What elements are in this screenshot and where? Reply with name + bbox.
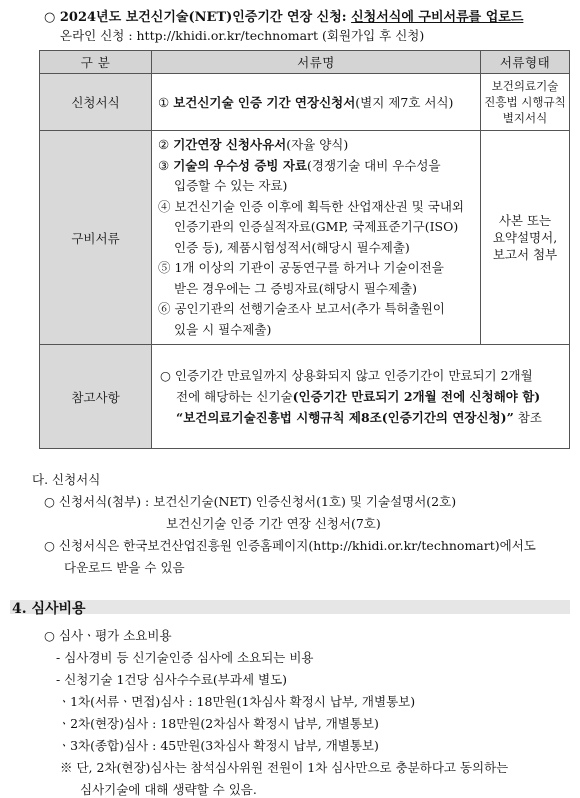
item-number: ②: [158, 137, 174, 152]
reference-line: [160, 407, 561, 428]
cost-line: ㆍ2차(현장)심사 : 18만원(2차심사 확정시 납부, 개별통보): [58, 716, 379, 731]
header-document-type: 서류형태: [481, 51, 570, 74]
list-item: 입증할 수 있는 자료): [174, 178, 288, 193]
document-cell: [152, 131, 481, 345]
category-cell: 구비서류: [40, 131, 152, 345]
header-document-name: 서류명: [152, 51, 481, 74]
item-rest: (별지 제7호 서식): [355, 95, 454, 110]
type-line: 요약설명서,: [492, 230, 558, 245]
cost-line: ㆍ3차(종합)심사 : 45만원(3차심사 확정시 납부, 개별통보): [58, 738, 379, 753]
section-title: 다. 신청서식: [32, 472, 101, 487]
item-number: ①: [158, 95, 174, 110]
table-row: [40, 345, 570, 449]
type-line: 별지서식: [502, 111, 548, 125]
announcement-prefix: ○ 2024년도 보건신기술(NET)인증기간 연장 신청:: [44, 10, 352, 25]
item-rest: (경쟁기술 대비 우수성을: [307, 157, 441, 173]
item-bold: 보건신기술 인증 기간 연장신청서: [173, 95, 356, 110]
item-number: ④: [158, 198, 175, 214]
form-bullet-line: 보건신기술 인증 기간 연장 신청서(7호): [166, 516, 381, 531]
announcement-underlined: 신청서식에 구비서류를 업로드: [351, 10, 524, 25]
cost-line: ㆍ1차(서류ㆍ면접)심사 : 18만원(1차심사 확정시 납부, 개별통보): [58, 694, 416, 709]
list-item: 인증기관의 인증실적자료(GMP, 국제표준기구(ISO): [174, 219, 459, 234]
table-row: [40, 74, 570, 131]
reference-text: 전에 해당하는 신기술: [176, 389, 293, 404]
reference-cell: [152, 345, 570, 449]
document-cell: [152, 74, 481, 131]
documents-table: [39, 50, 570, 449]
type-line: 보고서 첨부: [492, 247, 558, 262]
list-item: [158, 197, 474, 218]
cost-note-line: 심사기술에 대해 생략할 수 있음.: [80, 782, 257, 797]
reference-bold: (인증기간 만료되기 2개월 전에 신청해야 함): [292, 389, 541, 404]
item-rest: 1개 이상의 기관이 공동연구를 하거나 기술이전을: [174, 260, 444, 275]
category-cell: 신청서식: [40, 74, 152, 131]
cost-line: - 신청기술 1건당 심사수수료(부과세 별도): [56, 672, 288, 687]
category-cell: 참고사항: [40, 345, 152, 449]
cost-note-line: ※ 단, 2차(현장)심사는 참석심사위원 전원이 1차 심사만으로 충분하다고 동의하는: [60, 760, 509, 775]
list-item: [158, 135, 474, 156]
reference-line: [160, 386, 561, 407]
item-rest: 보건신기술 인증 이후에 획득한 산업재산권 및 국내외: [174, 198, 464, 214]
item-number: ⑤: [158, 260, 175, 275]
type-line: 진흥법 시행규칙: [484, 95, 566, 109]
reference-bold: “보건의료기술진흥법 시행규칙 제8조(인증기간의 연장신청)”: [176, 410, 514, 425]
type-cell: [481, 74, 570, 131]
item-bold: 기간연장 신청사유서: [173, 137, 287, 152]
item-bold: 기술의 우수성 증빙 자료: [173, 157, 307, 173]
list-item: [158, 156, 474, 177]
list-item: 있을 시 필수제출): [174, 321, 272, 337]
online-apply-line: 온라인 신청 : http://khidi.or.kr/technomart (회원가입 후 신청): [60, 28, 425, 43]
list-item: 받은 경우에는 그 증빙자료(해당시 필수제출): [174, 280, 417, 296]
reference-line: ○ 인증기간 만료일까지 상용화되지 않고 인증기간이 만료되기 2개월: [160, 368, 533, 383]
cost-line: - 심사경비 등 신기술인증 심사에 소요되는 비용: [56, 650, 314, 665]
header-category: 구 분: [40, 51, 152, 74]
reference-text: 참조: [513, 410, 542, 425]
item-rest: 공인기관의 선행기술조사 보고서(추가 특허출원이: [174, 301, 445, 316]
list-item: [158, 258, 474, 279]
cost-line: ○ 심사ㆍ평가 소요비용: [44, 628, 172, 643]
table-row: [40, 131, 570, 345]
item-rest: (자율 양식): [286, 137, 349, 152]
item-number: ⑥: [158, 301, 175, 316]
type-cell: [481, 131, 570, 345]
form-bullet-line: ○ 신청서식(첨부) : 보건신기술(NET) 인증신청서(1호) 및 기술설명서(2호): [44, 494, 457, 509]
item-number: ③: [158, 157, 174, 173]
type-line: 사본 또는: [498, 213, 552, 228]
type-line: 보건의료기술: [491, 79, 559, 93]
list-item: [158, 299, 474, 320]
form-bullet-line: ○ 신청서식은 한국보건산업진흥원 인증홈페이지(http://khidi.or.kr/technomart)에서도: [44, 538, 536, 553]
form-bullet-line: 다운로드 받을 수 있음: [64, 560, 185, 575]
list-item: 인증 등), 제품시험성적서(해당시 필수제출): [174, 239, 410, 255]
table-header-row: [40, 51, 570, 74]
section-title: 4. 심사비용: [12, 601, 86, 617]
announcement-line: [44, 6, 523, 25]
section-title-bar: [10, 600, 570, 614]
